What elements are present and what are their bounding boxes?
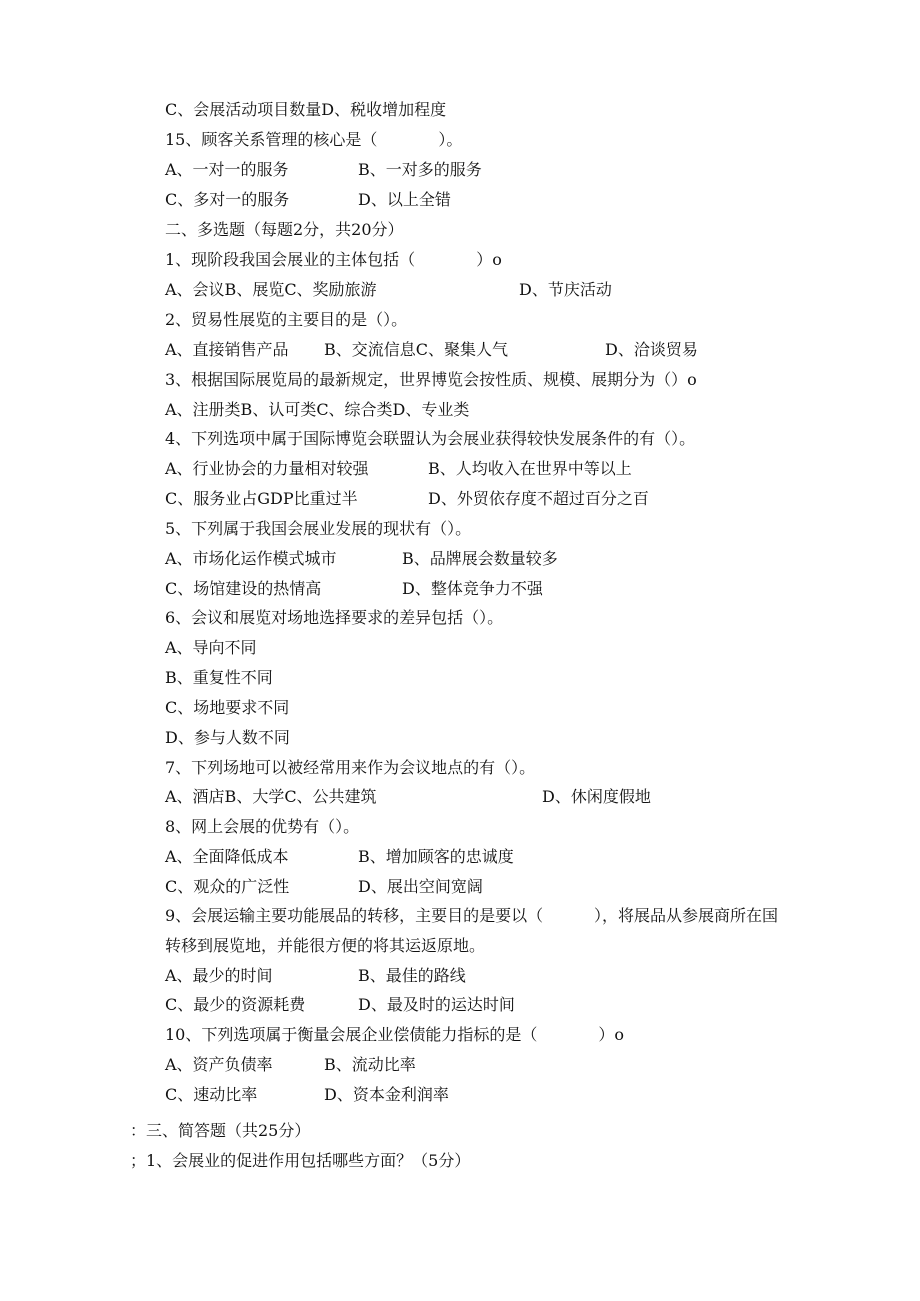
option-line: C、服务业占GDP比重过半 D、外贸依存度不超过百分之百 [165,489,649,508]
question-9-continued: 转移到展览地，并能很方便的将其运返原地。 [165,936,486,955]
section-heading: 二、多选题（每题2分，共20分） [165,220,404,239]
question-5: 5、下列属于我国会展业发展的现状有（）。 [165,519,472,538]
question-8: 8、网上会展的优势有（）。 [165,817,360,836]
option-line: D、参与人数不同 [165,728,290,747]
section-heading: ：三、简答题（共25分） [130,1121,311,1140]
option-line: C、最少的资源耗费 D、最及时的运达时间 [165,995,515,1014]
option-line: C、速动比率 D、资本金利润率 [165,1085,449,1104]
question-10: 10、下列选项属于衡量会展企业偿债能力指标的是（ ）o [165,1025,625,1044]
option-line: C、场地要求不同 [165,698,290,717]
option-line: B、重复性不同 [165,668,273,687]
option-line: A、最少的时间 B、最佳的路线 [165,966,466,985]
option-line: C、观众的广泛性 D、展出空间宽阔 [165,877,483,896]
option-line: A、全面降低成本 B、增加顾客的忠诚度 [165,847,514,866]
question-9: 9、会展运输主要功能展品的转移，主要目的是要以（ ），将展品从参展商所在国 [165,906,779,925]
option-line: C、会展活动项目数量D、税收增加程度 [165,100,447,119]
option-line: C、多对一的服务 D、以上全错 [165,190,451,209]
question-7: 7、下列场地可以被经常用来作为会议地点的有（）。 [165,758,536,777]
option-line: A、注册类B、认可类C、综合类D、专业类 [165,400,470,419]
question-3: 3、根据国际展览局的最新规定，世界博览会按性质、规模、展期分为（）o [165,370,697,389]
question-1: ；1、会展业的促进作用包括哪些方面？（5分） [130,1151,471,1170]
option-line: A、行业协会的力量相对较强 B、人均收入在世界中等以上 [165,459,632,478]
question-6: 6、会议和展览对场地选择要求的差异包括（）。 [165,608,504,627]
option-line: C、场馆建设的热情高 D、整体竞争力不强 [165,579,543,598]
question-15: 15、顾客关系管理的核心是（ ）。 [165,130,463,149]
option-line: A、市场化运作模式城市 B、品牌展会数量较多 [165,549,558,568]
option-line: A、会议B、展览C、奖励旅游 D、节庆活动 [165,280,612,299]
option-line: A、直接销售产品 B、交流信息C、聚集人气 D、洽谈贸易 [165,340,698,359]
question-1: 1、现阶段我国会展业的主体包括（ ）o [165,250,502,269]
option-line: A、酒店B、大学C、公共建筑 D、休闲度假地 [165,787,651,806]
option-line: A、一对一的服务 B、一对多的服务 [165,160,482,179]
option-line: A、资产负债率 B、流动比率 [165,1055,416,1074]
option-line: A、导向不同 [165,638,257,657]
question-2: 2、贸易性展览的主要目的是（）。 [165,310,408,329]
question-4: 4、下列选项中属于国际博览会联盟认为会展业获得较快发展条件的有（）。 [165,429,696,448]
